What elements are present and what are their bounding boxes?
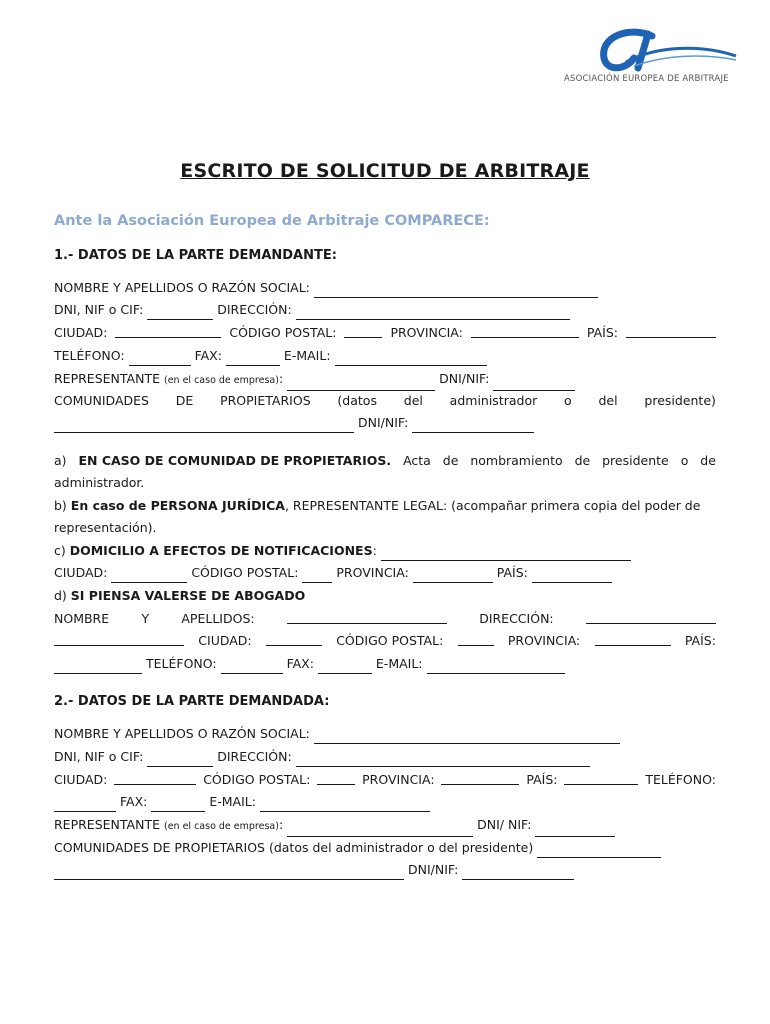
opt-d-address-field[interactable] (586, 609, 716, 624)
label: DIRECCIÓN: (217, 302, 292, 317)
section-2-heading: 2.- DATOS DE LA PARTE DEMANDADA: (54, 694, 330, 709)
opt-c-city-row (54, 563, 716, 583)
word: (datos (337, 393, 377, 408)
label: DIRECCIÓN: (479, 611, 554, 626)
s2-fax-row (54, 792, 716, 812)
label: PAÍS: (684, 633, 716, 648)
s2-dni-row (54, 747, 716, 767)
opt-d-name-row (54, 609, 716, 629)
opt-b-cont: representación). (54, 520, 157, 535)
label: NOMBRE Y APELLIDOS O RAZÓN SOCIAL: (54, 726, 310, 741)
label: DNI/NIF: (357, 415, 409, 430)
s1-comunidades-cont-row (54, 413, 716, 433)
label: CÓDIGO POSTAL: (203, 772, 311, 787)
label: CÓDIGO POSTAL: (336, 633, 444, 648)
s2-dni-field[interactable] (147, 752, 213, 767)
s1-address-field[interactable] (296, 305, 570, 320)
opt-a-cont: administrador. (54, 475, 145, 490)
s2-city-field[interactable] (114, 770, 196, 785)
s2-comunidades-row (54, 838, 716, 858)
word: presidente (602, 453, 669, 468)
label: PAÍS: (586, 325, 618, 340)
label: CIUDAD: (198, 633, 252, 648)
logo-caption: ASOCIACIÓN EUROPEA DE ARBITRAJE (564, 74, 729, 84)
opt-d-city-field[interactable] (266, 631, 322, 646)
opt-d-name-field[interactable] (287, 609, 447, 624)
s1-name-row (54, 278, 716, 298)
opt-d-country-field[interactable] (54, 659, 142, 674)
s1-rep-row (54, 369, 716, 389)
opt-b-row (54, 496, 716, 516)
opt-c-address-field[interactable] (381, 546, 631, 561)
label: DNI, NIF o CIF: (54, 749, 144, 764)
prefix: a) (54, 453, 67, 468)
opt-d-address-cont-field[interactable] (54, 631, 184, 646)
word: Y (141, 611, 150, 626)
label: COMUNIDADES DE PROPIETARIOS (datos del administrador o del presidente) (54, 840, 534, 855)
s1-dni-row (54, 300, 716, 320)
word: de (700, 453, 716, 468)
label: FAX: (119, 794, 148, 809)
opt-d-row (54, 586, 716, 606)
label: FAX: (194, 348, 222, 363)
label: PAÍS: (526, 772, 558, 787)
opt-a-bold: EN CASO DE COMUNIDAD DE PROPIETARIOS. (78, 453, 392, 468)
label: REPRESENTANTE (54, 371, 160, 386)
s2-rep-field[interactable] (287, 822, 473, 837)
s1-city-row (54, 323, 716, 343)
word: COMUNIDADES (54, 393, 149, 408)
opt-b-bold: En caso de PERSONA JURÍDICA (70, 498, 285, 513)
word: Acta (403, 453, 431, 468)
word: o (564, 393, 572, 408)
s1-comunidades-field[interactable] (54, 418, 354, 433)
s2-comunidades-dni-field[interactable] (462, 865, 574, 880)
s2-email-field[interactable] (260, 797, 430, 812)
prefix: d) (54, 588, 67, 603)
s1-city-field[interactable] (115, 323, 221, 338)
opt-d-province-field[interactable] (595, 631, 671, 646)
label: TELÉFONO: (645, 772, 716, 787)
word: nombramiento (470, 453, 563, 468)
word: DE (175, 393, 194, 408)
label: DNI/ NIF: (477, 817, 532, 832)
s2-zip-field[interactable] (317, 770, 355, 785)
s2-name-field[interactable] (314, 729, 620, 744)
word: PROPIETARIOS (220, 393, 311, 408)
s1-rep-field[interactable] (287, 376, 435, 391)
s1-email-field[interactable] (335, 351, 487, 366)
s1-country-field[interactable] (626, 323, 716, 338)
s2-phone-field[interactable] (54, 797, 116, 812)
s1-name-field[interactable] (314, 283, 598, 298)
opt-d-bold: SI PIENSA VALERSE DE ABOGADO (70, 588, 306, 603)
opt-a-row (54, 451, 716, 471)
label: E-MAIL: (209, 794, 256, 809)
label: E-MAIL: (375, 656, 423, 671)
opt-c-city-field[interactable] (111, 568, 187, 583)
word: de (442, 453, 459, 468)
word: del (598, 393, 618, 408)
s1-comunidades-dni-field[interactable] (412, 418, 534, 433)
s2-name-row (54, 724, 716, 744)
label: PROVINCIA: (390, 325, 463, 340)
prefix: b) (54, 498, 67, 513)
prefix: c) (54, 543, 66, 558)
opt-c-country-field[interactable] (532, 568, 612, 583)
label: CIUDAD: (54, 565, 108, 580)
s2-country-field[interactable] (564, 770, 638, 785)
s2-rep-row (54, 815, 716, 835)
s2-comunidades-cont-row (54, 860, 716, 880)
colon: : (278, 371, 284, 386)
opt-d-fax-field[interactable] (318, 659, 372, 674)
opt-d-phone-field[interactable] (221, 659, 283, 674)
opt-c-bold: DOMICILIO A EFECTOS DE NOTIFICACIONES (69, 543, 373, 558)
page-title: ESCRITO DE SOLICITUD DE ARBITRAJE (180, 160, 590, 182)
opt-b-text: , REPRESENTANTE LEGAL: (acompañar primera copia del poder de (284, 498, 701, 513)
label: PROVINCIA: (362, 772, 435, 787)
s1-phone-field[interactable] (129, 351, 191, 366)
s2-address-field[interactable] (296, 752, 590, 767)
label: DNI, NIF o CIF: (54, 302, 144, 317)
label: TELÉFONO: (145, 656, 217, 671)
s1-zip-field[interactable] (344, 323, 382, 338)
opt-d-city-row (54, 631, 716, 651)
word: NOMBRE (54, 611, 110, 626)
s2-fax-field[interactable] (151, 797, 205, 812)
s1-phone-row (54, 346, 716, 366)
s2-province-field[interactable] (441, 770, 519, 785)
label: CIUDAD: (54, 325, 108, 340)
label: CÓDIGO POSTAL: (191, 565, 299, 580)
s1-province-field[interactable] (471, 323, 579, 338)
label: PAÍS: (496, 565, 528, 580)
opt-d-phone-row (54, 654, 716, 674)
label: DIRECCIÓN: (217, 749, 292, 764)
label: PROVINCIA: (507, 633, 581, 648)
label: NOMBRE Y APELLIDOS O RAZÓN SOCIAL: (54, 280, 310, 295)
opt-c-province-field[interactable] (413, 568, 493, 583)
word: de (574, 453, 591, 468)
s2-city-row (54, 770, 716, 790)
s1-dni-field[interactable] (147, 305, 213, 320)
s1-rep-dni-field[interactable] (493, 376, 575, 391)
s1-comunidades-row (54, 391, 716, 411)
label: FAX: (286, 656, 314, 671)
opt-d-zip-field[interactable] (458, 631, 494, 646)
label: PROVINCIA: (336, 565, 409, 580)
colon: : (372, 543, 377, 558)
logo-a-icon (560, 28, 740, 76)
word: APELLIDOS: (181, 611, 255, 626)
label: CIUDAD: (54, 772, 108, 787)
s2-comunidades-field[interactable] (537, 843, 661, 858)
opt-c-zip-field[interactable] (302, 568, 332, 583)
intro-text: Ante la Asociación Europea de Arbitraje COMPARECE: (54, 213, 490, 229)
colon: : (278, 817, 284, 832)
word: o (680, 453, 689, 468)
s2-comunidades-cont-field[interactable] (54, 865, 404, 880)
rep-note: (en el caso de empresa) (163, 821, 279, 832)
word: presidente) (644, 393, 716, 408)
label: DNI/NIF: (439, 371, 490, 386)
label: E-MAIL: (283, 348, 331, 363)
s2-rep-dni-field[interactable] (535, 822, 615, 837)
association-logo (560, 28, 740, 90)
opt-c-row (54, 541, 716, 561)
word: administrador (449, 393, 538, 408)
s1-fax-field[interactable] (226, 351, 280, 366)
label: REPRESENTANTE (54, 817, 160, 832)
rep-note: (en el caso de empresa) (163, 375, 279, 386)
label: CÓDIGO POSTAL: (229, 325, 337, 340)
opt-d-email-field[interactable] (427, 659, 565, 674)
label: TELÉFONO: (54, 348, 125, 363)
word: del (403, 393, 423, 408)
label: DNI/NIF: (407, 862, 459, 877)
section-1-heading: 1.- DATOS DE LA PARTE DEMANDANTE: (54, 248, 337, 263)
